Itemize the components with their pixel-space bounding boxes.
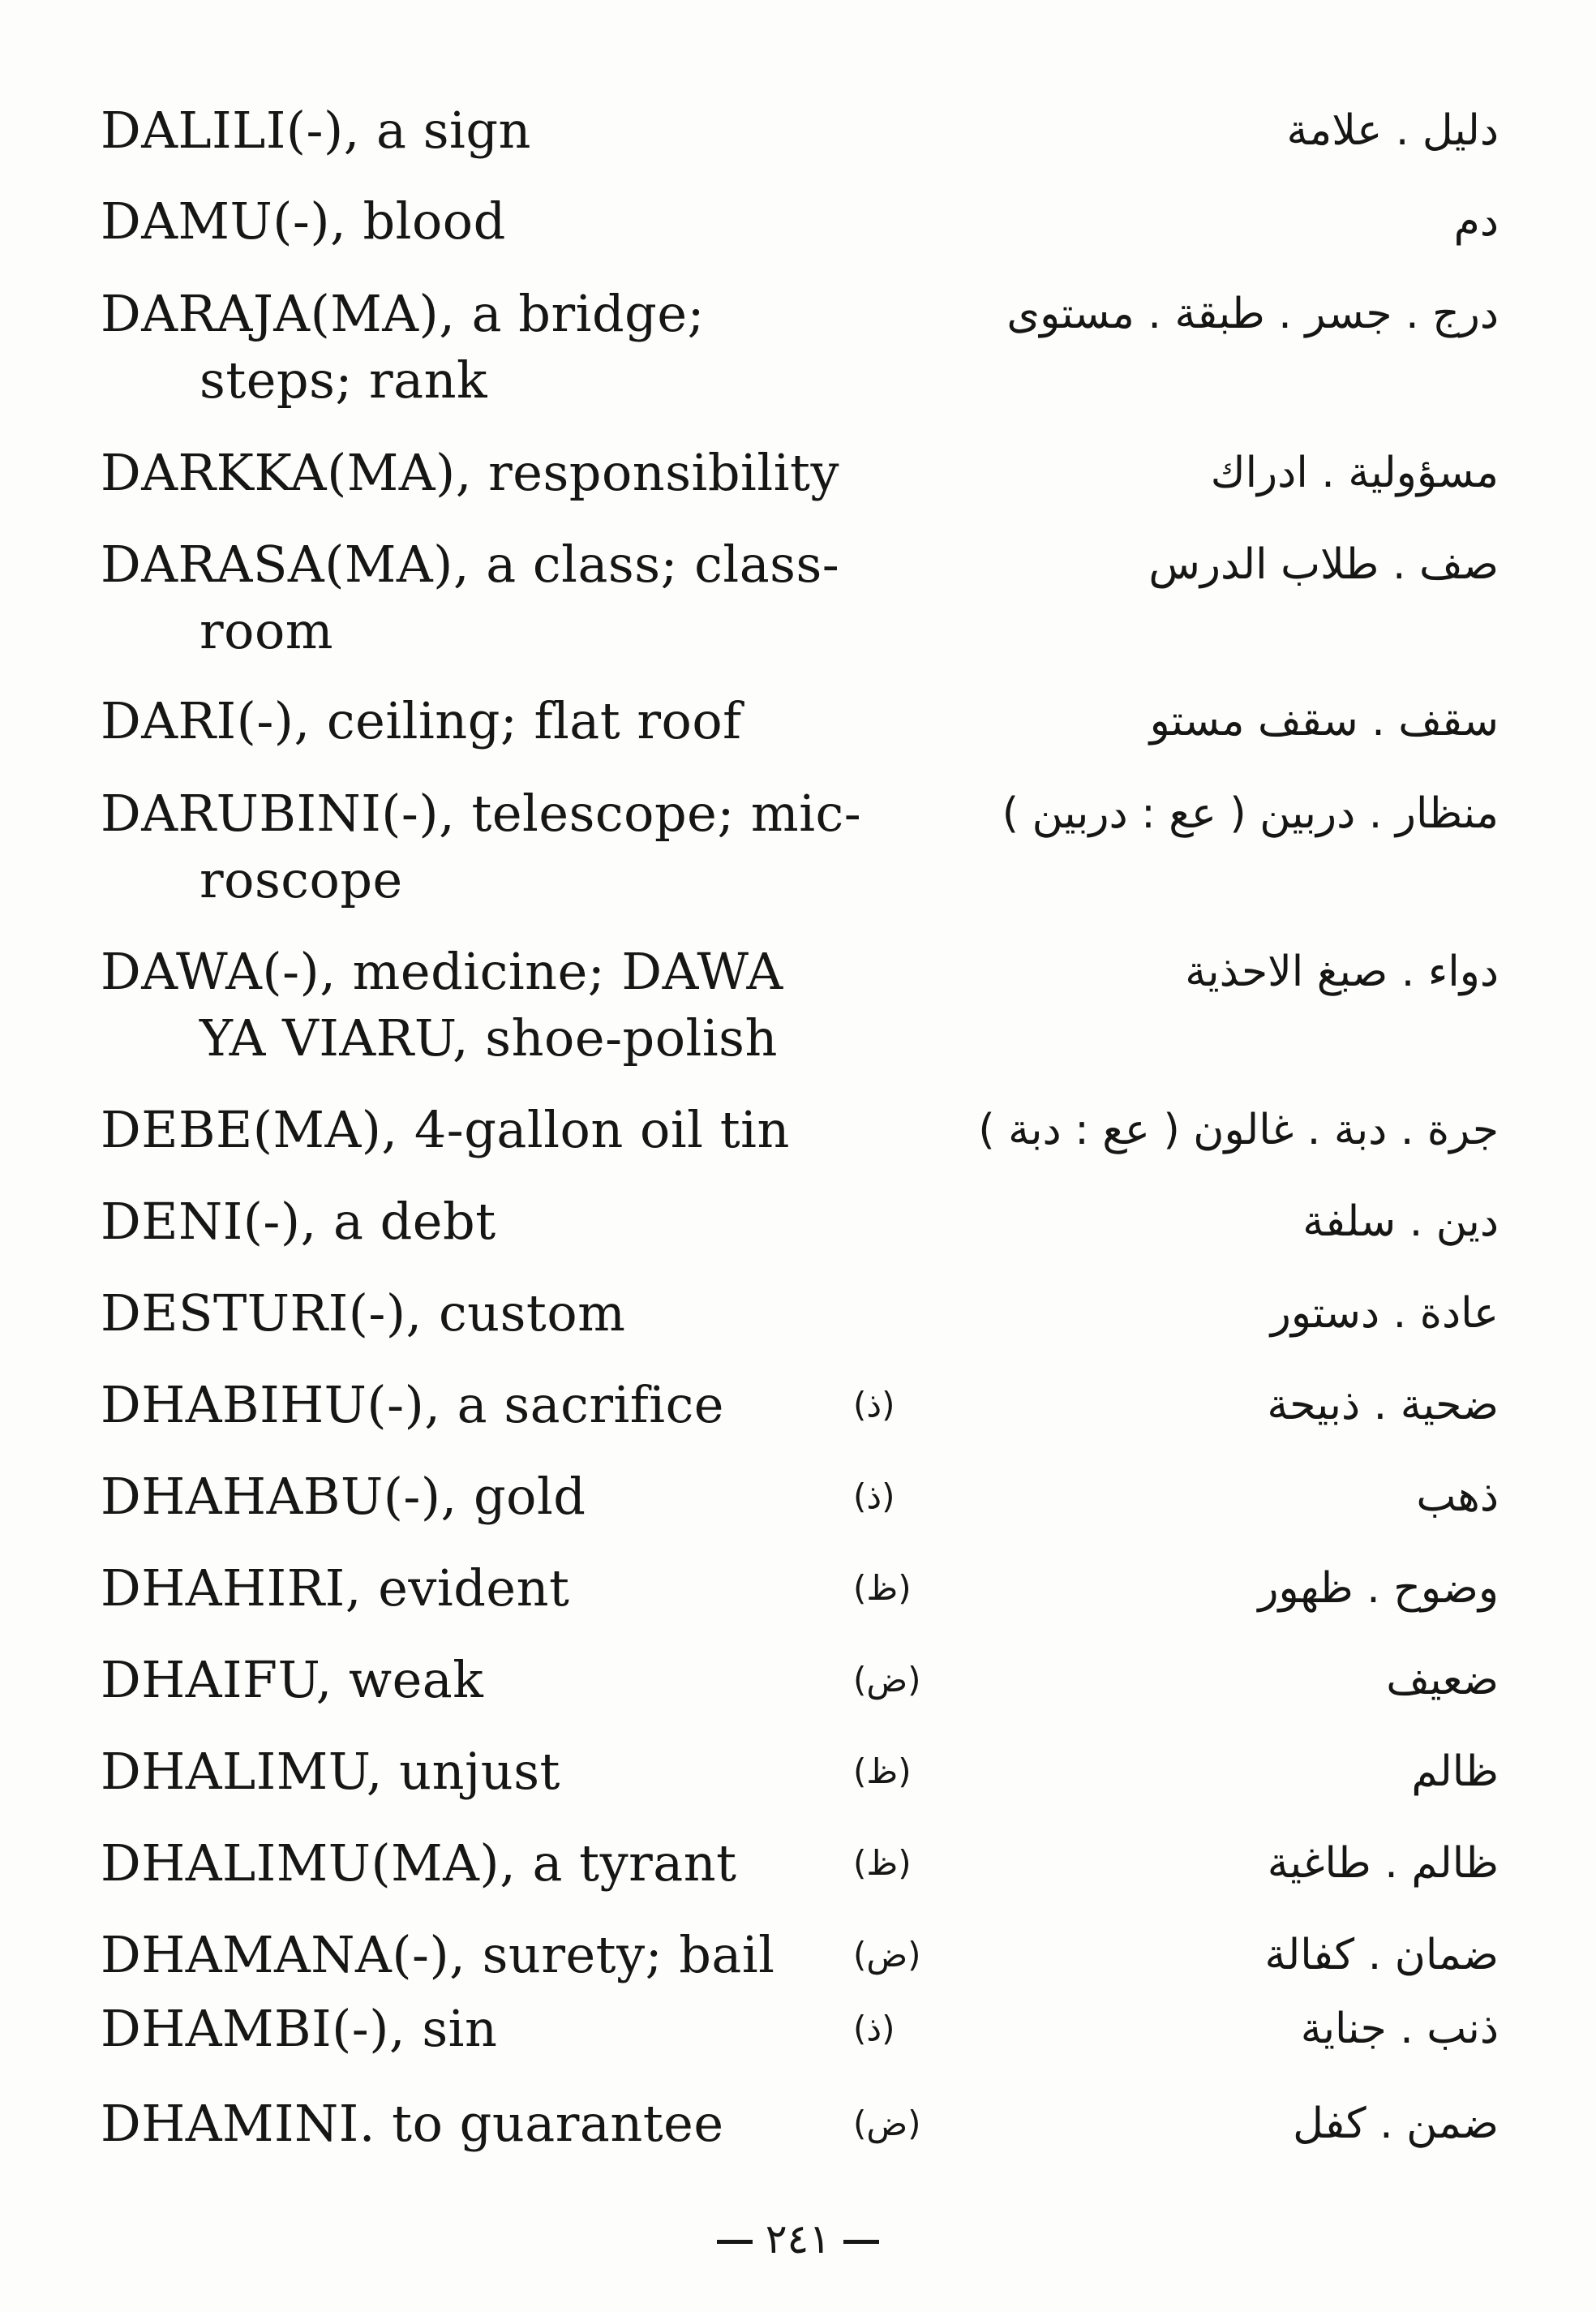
root-letter: (ض) [853, 1935, 921, 1975]
headword-english: DHABIHU(-), a sacrifice [101, 1375, 725, 1434]
root-letter: (ظ) [853, 1751, 912, 1791]
headword-english: DALILI(-), a sign [101, 101, 531, 160]
headword-english: DESTURI(-), custom [101, 1283, 626, 1343]
arabic-gloss: ضعيف [1386, 1656, 1499, 1704]
arabic-gloss: سقف . سقف مستو [1149, 697, 1499, 746]
headword-line-1: DAWA(-), medicine; DAWA [101, 942, 783, 1001]
headword-english: DARKKA(MA), responsibility [101, 443, 839, 502]
arabic-gloss: ظالم [1411, 1747, 1499, 1796]
arabic-gloss: ضحية . ذبيحة [1267, 1381, 1499, 1429]
headword-english: DHAMINI. to guarantee [101, 2094, 724, 2153]
arabic-gloss: منظار . دربين ( عع : دربين ) [1002, 789, 1499, 838]
root-letter: (ض) [853, 1660, 921, 1700]
arabic-gloss: ظالم . طاغية [1267, 1839, 1499, 1888]
headword-english: DHAMANA(-), surety; bail [101, 1925, 775, 1984]
page-number-value: ٢٤١ [765, 2215, 831, 2263]
headword-line-2: YA VIARU, shoe-polish [200, 1008, 778, 1068]
arabic-gloss: مسؤولية . ادراك [1210, 449, 1499, 497]
headword-line-2: steps; rank [200, 350, 488, 410]
headword-line-2: room [200, 601, 334, 660]
arabic-gloss: دواء . صبغ الاحذية [1185, 948, 1499, 996]
headword-english [101, 281, 855, 414]
headword-english: DHAHABU(-), gold [101, 1467, 586, 1526]
headword-english: DEBE(MA), 4-gallon oil tin [101, 1100, 790, 1159]
headword-line-2: roscope [200, 850, 403, 909]
arabic-gloss: درج . جسر . طبقة . مستوى [1006, 290, 1499, 338]
root-letter: (ذ) [853, 1385, 895, 1425]
headword-english: DAMU(-), blood [101, 191, 506, 251]
arabic-gloss: ذهب [1416, 1472, 1499, 1521]
headword-english: DHAMBI(-), sin [101, 1999, 498, 2058]
headword-line-1: DARASA(MA), a class; class- [101, 535, 840, 594]
headword-english [101, 780, 862, 913]
headword-english: DHALIMU(MA), a tyrant [101, 1833, 737, 1893]
headword-english: DHAHIRI, evident [101, 1558, 570, 1618]
arabic-gloss: صف . طلاب الدرس [1148, 540, 1499, 589]
headword-english [101, 939, 855, 1072]
arabic-gloss: دم [1453, 197, 1499, 246]
root-letter: (ذ) [853, 2009, 895, 2048]
page-number [0, 2207, 1596, 2271]
arabic-gloss: ضمان . كفالة [1264, 1931, 1499, 1979]
headword-line-1: DARAJA(MA), a bridge; [101, 284, 705, 343]
headword-english: DHAIFU, weak [101, 1650, 484, 1709]
headword-line-1: DARUBINI(-), telescope; mic- [101, 784, 862, 843]
arabic-gloss: دليل . علامة [1286, 106, 1499, 155]
dash-right [843, 2240, 879, 2244]
arabic-gloss: دين . سلفة [1302, 1197, 1499, 1246]
arabic-gloss: وضوح . ظهور [1258, 1564, 1499, 1613]
root-letter: (ظ) [853, 1843, 912, 1883]
headword-english: DHALIMU, unjust [101, 1742, 560, 1801]
arabic-gloss: جرة . دبة . غالون ( عع : دبة ) [978, 1106, 1499, 1154]
headword-english [101, 531, 855, 664]
root-letter: (ظ) [853, 1568, 912, 1608]
headword-english: DENI(-), a debt [101, 1192, 496, 1251]
arabic-gloss: ذنب . جناية [1300, 2005, 1499, 2053]
root-letter: (ض) [853, 2104, 921, 2143]
dash-left [717, 2240, 753, 2244]
arabic-gloss: ضمن . كفل [1293, 2099, 1499, 2148]
arabic-gloss: عادة . دستور [1270, 1289, 1499, 1338]
root-letter: (ذ) [853, 1476, 895, 1516]
headword-english: DARI(-), ceiling; flat roof [101, 691, 742, 750]
